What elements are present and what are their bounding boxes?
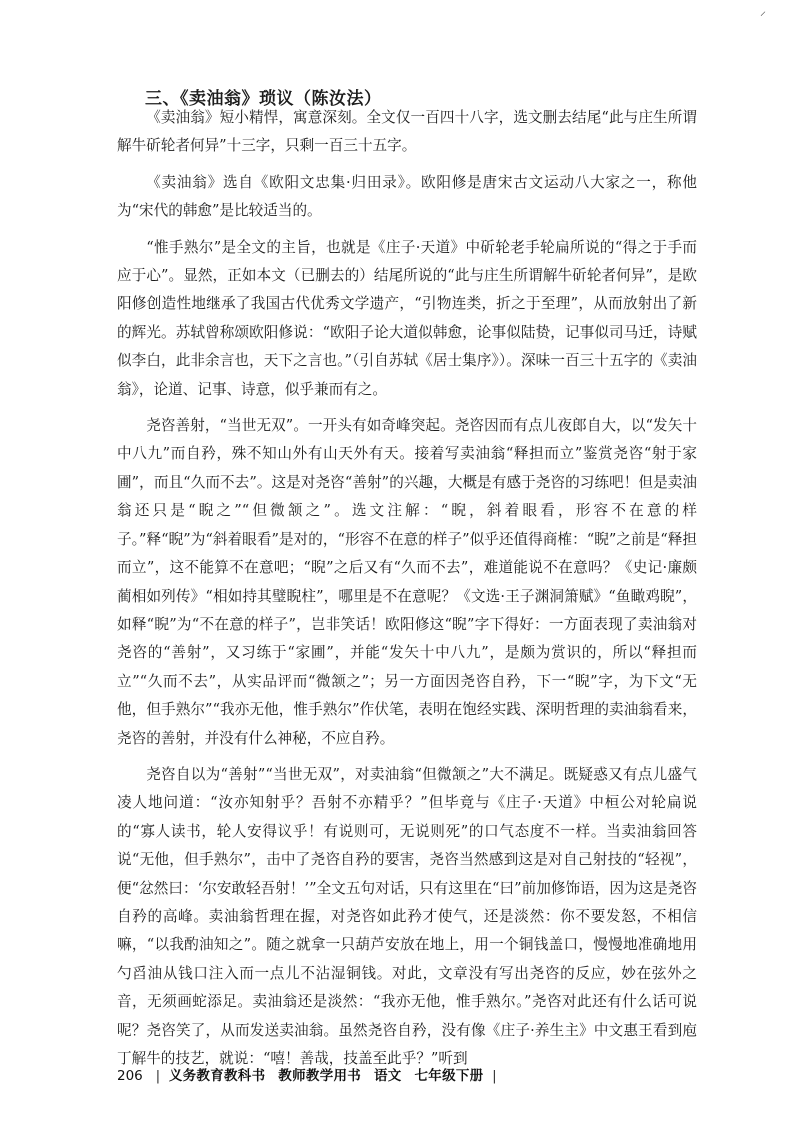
section-title: 三、《卖油翁》琐议（陈汝法）: [145, 89, 382, 109]
footer-separator-end: |: [492, 1068, 497, 1084]
grade-label: 七年级下册: [414, 1068, 484, 1084]
page-footer: [117, 1064, 497, 1084]
corner-scan-mark: ⸝: [760, 4, 767, 18]
paragraph-4: 尧咨善射，“当世无双”。一开头有如奇峰突起。尧咨因而有点儿夜郎自大，以“发矢十中八九”而自矜，殊不知山外有山天外有天。接着写卖油翁“释担而立”鉴赏尧咨“射于家圃”，而且“久而不去”。这是对尧咨“善射”的兴趣，大概是有感于尧咨的习练吧！但是卖油翁还只是“睨之”“但微颔之”。选文注解：“睨，斜着眼看，形容不在意的样子。”释“睨”为“斜着眼看”是对的，“形容不在意的样子”似乎还值得商榷：“睨”之前是“释担而立”，这不能算不在意吧；“睨”之后又有“久而不去”，难道能说不在意吗？《史记·廉颇蔺相如列传》“相如持其璧睨柱”，哪里是不在意呢？《文选·王子渊洞箫赋》“鱼瞰鸡睨”，如释“睨”为“不在意的样子”，岂非笑话！欧阳修这“睨”字下得好：一方面表现了卖油翁对尧咨的“善射”，又习练于“家圃”，并能“发矢十中八九”，是颇为赏识的，所以“释担而立”“久而不去”，从实品评而“微颔之”；另一方面因尧咨自矜，下一“睨”字，为下文“无他，但手熟尔”“我亦无他，惟手熟尔”作伏笔，表明在饱经实践、深明哲理的卖油翁看来，尧咨的善射，并没有什么神秘，不应自矜。: [117, 417, 697, 747]
book-type: 教师教学用书: [278, 1068, 362, 1084]
book-series: 义务教育教科书: [168, 1068, 266, 1084]
paragraph-1: 《卖油翁》短小精悍，寓意深刻。全文仅一百四十八字，选文删去结尾“此与庄生所谓解牛斫轮者何异”十三字，只剩一百三十五字。: [117, 109, 697, 155]
paragraph-3: “惟手熟尔”是全文的主旨，也就是《庄子·天道》中斫轮老手轮扁所说的“得之于手而应于心”。显然，正如本文（已删去的）结尾所说的“此与庄生所谓解牛斫轮者何异”，是欧阳修创造性地继承了我国古代优秀文学遗产，“引物连类，折之于至理”，从而放射出了新的辉光。苏轼曾称颂欧阳修说：“欧阳子论大道似韩愈，论事似陆贽，记事似司马迁，诗赋似李白，此非余言也，天下之言也。”（引自苏轼《居士集序》）。深味一百三十五字的《卖油翁》，论道、记事、诗意，似乎兼而有之。: [117, 238, 697, 398]
page-number: 206: [117, 1068, 143, 1084]
footer-separator: |: [155, 1068, 161, 1084]
body-text: [117, 104, 697, 1073]
subject-label: 语文: [373, 1068, 402, 1084]
paragraph-5: 尧咨自以为“善射”“当世无双”，对卖油翁“但微颔之”大不满足。既疑惑又有点儿盛气凌人地问道：“汝亦知射乎？吾射不亦精乎？”但毕竟与《庄子·天道》中桓公对轮扁说的“寡人读书，轮人安得议乎！有说则可，无说则死”的口气态度不一样。当卖油翁回答说“无他，但手熟尔”，击中了尧咨自矜的要害，尧咨当然感到这是对自己射技的“轻视”，便“忿然曰：‘尔安敢轻吾射！’”全文五句对话，只有这里在“曰”前加修饰语，因为这是尧咨自矜的高峰。卖油翁哲理在握，对尧咨如此矜才使气，还是淡然：你不要发怒，不相信嘛，“以我酌油知之”。随之就拿一只葫芦安放在地上，用一个铜钱盖口，慢慢地准确地用勺舀油从钱口注入而一点儿不沾湿铜钱。对此，文章没有写出尧咨的反应，妙在弦外之音，无须画蛇添足。卖油翁还是淡然：“我亦无他，惟手熟尔。”尧咨对此还有什么话可说呢？尧咨笑了，从而发送卖油翁。虽然尧咨自矜，没有像《庄子·养生主》中文惠王看到庖丁解牛的技艺，就说：“嘻！善哉，技盖至此乎？”听到: [117, 765, 697, 1067]
paragraph-2: 《卖油翁》选自《欧阳文忠集·归田录》。欧阳修是唐宋古文运动八大家之一，称他为“宋代的韩愈”是比较适当的。: [117, 173, 697, 220]
